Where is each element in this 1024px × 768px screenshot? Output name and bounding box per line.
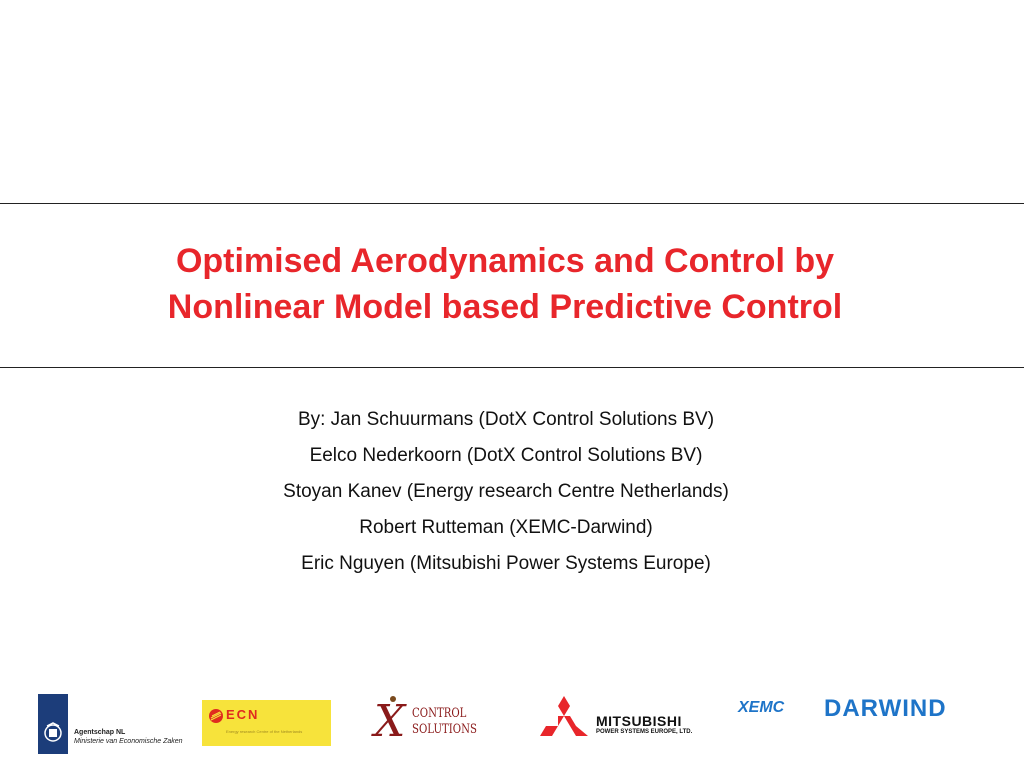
mitsubishi-subtitle: POWER SYSTEMS EUROPE, LTD. bbox=[596, 729, 693, 735]
x-control-solutions-logo bbox=[372, 696, 477, 748]
author-line: Eelco Nederkoorn (DotX Control Solutions BV) bbox=[309, 445, 703, 466]
xemc-darwind-logo bbox=[738, 697, 988, 727]
ecn-logo bbox=[202, 700, 331, 746]
author-line: Stoyan Kanev (Energy research Centre Netherlands) bbox=[283, 481, 729, 502]
mitsubishi-logo bbox=[540, 696, 710, 740]
author-line: By: Jan Schuurmans (DotX Control Solutions BV) bbox=[297, 409, 715, 430]
title-line-1: Optimised Aerodynamics and Control by bbox=[175, 242, 835, 280]
author-list bbox=[0, 402, 1012, 582]
darwind-wordmark: DARWIND bbox=[824, 695, 947, 722]
author-line: Eric Nguyen (Mitsubishi Power Systems Europe) bbox=[301, 553, 711, 574]
xcs-line-2: SOLUTIONS bbox=[412, 722, 477, 737]
slide-title bbox=[0, 238, 1010, 330]
xemc-wordmark: XEMC bbox=[738, 699, 785, 716]
title-line-2: Nonlinear Model based Predictive Control bbox=[167, 288, 843, 326]
agentschap-nl-logo bbox=[38, 694, 183, 754]
x-letter-mark: X bbox=[374, 696, 406, 747]
author-line: Robert Rutteman (XEMC-Darwind) bbox=[359, 517, 653, 538]
xcs-line-1: CONTROL bbox=[412, 706, 467, 721]
top-divider bbox=[0, 203, 1024, 204]
mitsubishi-wordmark: MITSUBISHI bbox=[596, 713, 682, 729]
ecn-mark-icon bbox=[208, 708, 224, 724]
ecn-tagline: Energy research Centre of the Netherlands bbox=[226, 729, 303, 734]
crest-icon bbox=[38, 694, 68, 754]
agentschap-name: Agentschap NL bbox=[74, 729, 126, 736]
agentschap-subtitle: Ministerie van Economische Zaken bbox=[74, 738, 183, 745]
bottom-divider bbox=[0, 367, 1024, 368]
three-diamonds-icon bbox=[540, 696, 588, 736]
ecn-wordmark: ECN bbox=[226, 707, 260, 722]
